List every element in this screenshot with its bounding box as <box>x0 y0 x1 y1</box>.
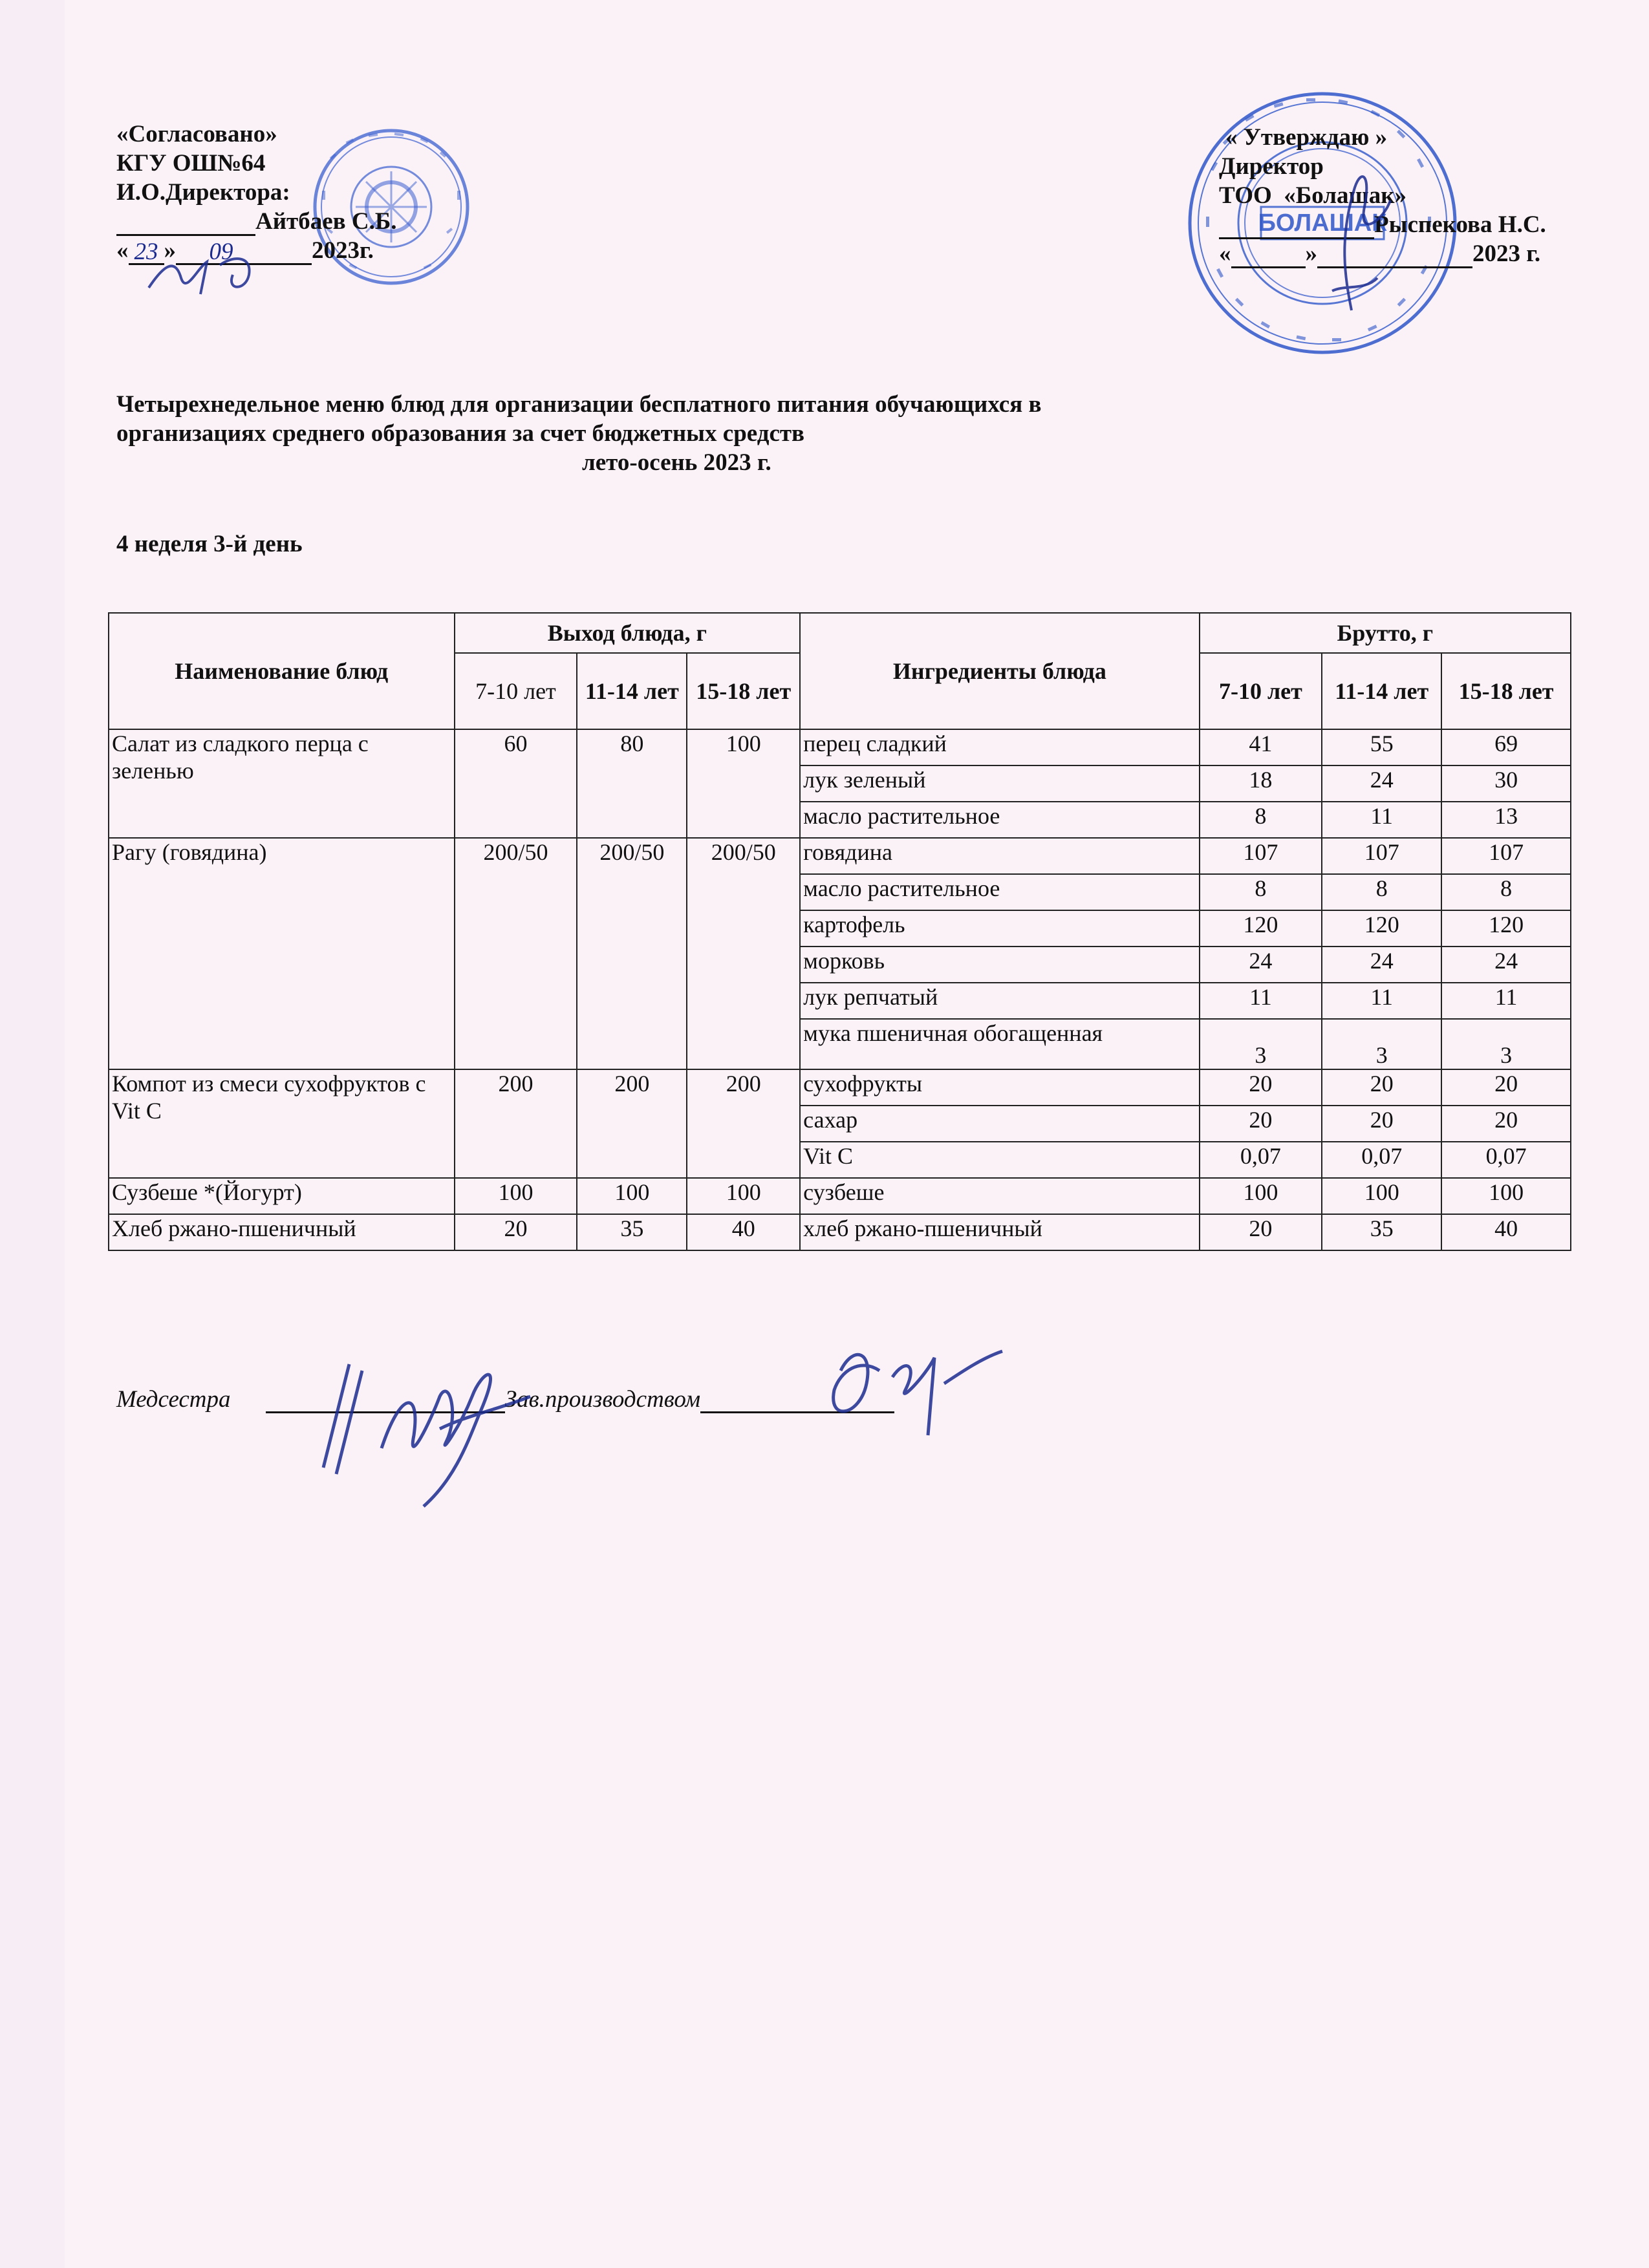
ingredient-gross-cell: 120 <box>1441 910 1571 947</box>
title-line1: Четырехнедельное меню блюд для организации бесплатного питания обучающихся в <box>116 391 1042 418</box>
ingredient-gross-cell: 11 <box>1200 983 1322 1019</box>
ingredient-name-cell: масло растительное <box>800 802 1199 838</box>
dish-yield-cell: 200/50 <box>455 838 577 1069</box>
handwritten-signature-right-approver <box>1293 162 1410 330</box>
ingredient-gross-cell: 24 <box>1322 765 1441 802</box>
ingredient-gross-cell: 18 <box>1200 765 1322 802</box>
table-row <box>109 1214 1571 1250</box>
ingredient-name-cell: лук зеленый <box>800 765 1199 802</box>
ingredient-name-cell: морковь <box>800 947 1199 983</box>
ingredient-gross-cell: 55 <box>1322 729 1441 765</box>
header-gross: Брутто, г <box>1200 613 1571 653</box>
ingredient-name-cell: картофель <box>800 910 1199 947</box>
dish-yield-cell: 200/50 <box>687 838 800 1069</box>
quote-open: « <box>116 237 129 264</box>
dish-name-cell: Хлеб ржано-пшеничный <box>109 1214 455 1250</box>
quote-open: « <box>1219 241 1231 267</box>
ingredient-gross-cell: 100 <box>1441 1178 1571 1214</box>
ingredient-gross-cell: 107 <box>1441 838 1571 874</box>
ingredient-gross-cell: 20 <box>1322 1106 1441 1142</box>
table-row <box>109 1069 1571 1106</box>
dish-yield-cell: 40 <box>687 1214 800 1250</box>
handwritten-signature-nurse <box>310 1319 550 1513</box>
ingredient-gross-cell: 107 <box>1200 838 1322 874</box>
ingredient-gross-cell: 20 <box>1322 1069 1441 1106</box>
ingredient-gross-cell: 0,07 <box>1322 1142 1441 1178</box>
dish-yield-cell: 20 <box>455 1214 577 1250</box>
approver-left-name: Айтбаев С.Б. <box>255 208 397 235</box>
approval-left-year: 2023г. <box>312 237 374 264</box>
ingredient-name-cell: сахар <box>800 1106 1199 1142</box>
ingredient-gross-cell: 24 <box>1441 947 1571 983</box>
header-yield-age-11-14: 11-14 лет <box>577 653 687 729</box>
ingredient-gross-cell: 8 <box>1441 874 1571 910</box>
approval-left-line3: И.О.Директора: <box>116 179 290 206</box>
ingredient-name-cell: мука пшеничная обогащенная <box>800 1019 1199 1069</box>
ingredient-name-cell: говядина <box>800 838 1199 874</box>
nurse-label: Медсестра <box>116 1386 231 1413</box>
header-yield: Выход блюда, г <box>455 613 801 653</box>
ingredient-gross-cell: 20 <box>1200 1106 1322 1142</box>
ingredient-name-cell: лук репчатый <box>800 983 1199 1019</box>
ingredient-gross-cell: 20 <box>1441 1069 1571 1106</box>
manager-label: Зав.производством <box>504 1386 701 1413</box>
handwritten-signature-left-approver <box>136 230 291 307</box>
header-gross-age-7-10: 7-10 лет <box>1200 653 1322 729</box>
ingredient-name-cell: Vit C <box>800 1142 1199 1178</box>
approval-left-line2: КГУ ОШ№64 <box>116 150 266 177</box>
ingredient-gross-cell: 30 <box>1441 765 1571 802</box>
ingredient-name-cell: перец сладкий <box>800 729 1199 765</box>
ingredient-gross-cell: 100 <box>1200 1178 1322 1214</box>
approval-right-year: 2023 г. <box>1472 241 1541 267</box>
handwritten-signature-manager <box>815 1319 1009 1442</box>
ingredient-gross-cell: 69 <box>1441 729 1571 765</box>
ingredient-gross-cell: 24 <box>1322 947 1441 983</box>
ingredient-name-cell: хлеб ржано-пшеничный <box>800 1214 1199 1250</box>
ingredient-gross-cell: 0,07 <box>1200 1142 1322 1178</box>
ingredient-name-cell: масло растительное <box>800 874 1199 910</box>
ingredient-gross-cell: 120 <box>1200 910 1322 947</box>
approval-left-day: 23 <box>129 237 164 265</box>
header-ingredients: Ингредиенты блюда <box>800 613 1199 729</box>
dish-yield-cell: 60 <box>455 729 577 838</box>
ingredient-gross-cell: 11 <box>1322 983 1441 1019</box>
dish-yield-cell: 200 <box>455 1069 577 1178</box>
ingredient-gross-cell: 41 <box>1200 729 1322 765</box>
quote-close: » <box>1305 241 1317 267</box>
ingredient-name-cell: сухофрукты <box>800 1069 1199 1106</box>
header-dish-name: Наименование блюд <box>109 613 455 729</box>
dish-name-cell: Сузбеше *(Йогурт) <box>109 1178 455 1214</box>
title-line3: лето-осень 2023 г. <box>582 449 771 476</box>
header-gross-age-11-14: 11-14 лет <box>1322 653 1441 729</box>
table-row <box>109 838 1571 874</box>
dish-yield-cell: 100 <box>687 1178 800 1214</box>
ingredient-gross-cell: 3 <box>1441 1019 1571 1069</box>
ingredient-gross-cell: 11 <box>1322 802 1441 838</box>
ingredient-gross-cell: 8 <box>1200 802 1322 838</box>
ingredient-gross-cell: 20 <box>1441 1106 1571 1142</box>
ingredient-gross-cell: 8 <box>1200 874 1322 910</box>
ingredient-gross-cell: 100 <box>1322 1178 1441 1214</box>
document-title <box>116 390 1345 477</box>
header-yield-age-7-10: 7-10 лет <box>455 653 577 729</box>
dish-name-cell: Салат из сладкого перца с зеленью <box>109 729 455 838</box>
approval-left-line1: «Согласовано» <box>116 121 277 147</box>
header-yield-age-15-18: 15-18 лет <box>687 653 800 729</box>
ingredient-gross-cell: 3 <box>1200 1019 1322 1069</box>
ingredient-gross-cell: 20 <box>1200 1214 1322 1250</box>
table-row <box>109 729 1571 765</box>
ingredient-gross-cell: 8 <box>1322 874 1441 910</box>
menu-table-body <box>109 729 1571 1250</box>
dish-yield-cell: 200 <box>577 1069 687 1178</box>
ingredient-gross-cell: 0,07 <box>1441 1142 1571 1178</box>
ingredient-gross-cell: 3 <box>1322 1019 1441 1069</box>
dish-yield-cell: 100 <box>687 729 800 838</box>
ingredient-gross-cell: 107 <box>1322 838 1441 874</box>
quote-close: » <box>164 237 176 264</box>
dish-name-cell: Компот из смеси сухофруктов с Vit C <box>109 1069 455 1178</box>
dish-yield-cell: 100 <box>577 1178 687 1214</box>
ingredient-gross-cell: 35 <box>1322 1214 1441 1250</box>
ingredient-name-cell: сузбеше <box>800 1178 1199 1214</box>
dish-yield-cell: 200 <box>687 1069 800 1178</box>
ingredient-gross-cell: 13 <box>1441 802 1571 838</box>
menu-table <box>108 612 1571 1251</box>
dish-yield-cell: 100 <box>455 1178 577 1214</box>
dish-yield-cell: 80 <box>577 729 687 838</box>
stamp-center-text: БОЛАШАК <box>1258 209 1387 237</box>
approval-right-line1: « Утверждаю » <box>1225 124 1388 151</box>
approver-right-name: Рыспекова Н.С. <box>1374 211 1546 238</box>
dish-yield-cell: 200/50 <box>577 838 687 1069</box>
title-line2: организациях среднего образования за счет бюджетных средств <box>116 420 805 447</box>
ingredient-gross-cell: 24 <box>1200 947 1322 983</box>
week-day-label: 4 неделя 3-й день <box>116 531 303 557</box>
ingredient-gross-cell: 40 <box>1441 1214 1571 1250</box>
ingredient-gross-cell: 20 <box>1200 1069 1322 1106</box>
dish-yield-cell: 35 <box>577 1214 687 1250</box>
table-row <box>109 1178 1571 1214</box>
ingredient-gross-cell: 11 <box>1441 983 1571 1019</box>
ingredient-gross-cell: 120 <box>1322 910 1441 947</box>
approval-right-line2: Директор <box>1219 153 1324 180</box>
header-gross-age-15-18: 15-18 лет <box>1441 653 1571 729</box>
dish-name-cell: Рагу (говядина) <box>109 838 455 1069</box>
approval-left-month: 09 <box>176 237 266 265</box>
approval-right-line3: ТОО «Болашак» <box>1219 182 1407 209</box>
